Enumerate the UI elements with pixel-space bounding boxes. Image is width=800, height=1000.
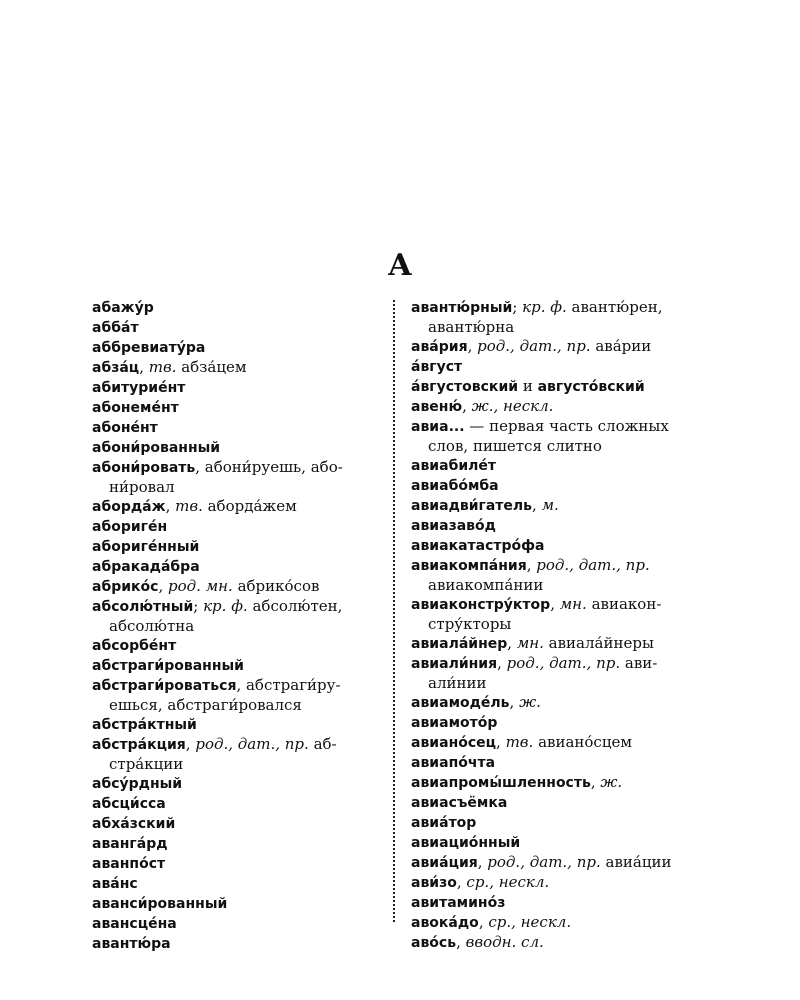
- dictionary-entry: [411, 733, 705, 753]
- dictionary-entry: [411, 773, 705, 793]
- dictionary-entry: [92, 715, 384, 735]
- dictionary-entry: [92, 398, 384, 418]
- entry-text: ,: [550, 595, 560, 613]
- dictionary-entry: [411, 595, 705, 634]
- dictionary-entry: [411, 654, 705, 693]
- dictionary-entry: [92, 656, 384, 676]
- dictionary-entry: [411, 456, 705, 476]
- dictionary-entry: [411, 853, 705, 873]
- grammar-label: м.: [541, 496, 559, 514]
- entry-headword: авиано́сец: [411, 735, 497, 751]
- entry-text: ,: [509, 693, 520, 711]
- entry-text: ,: [507, 634, 517, 652]
- dictionary-entry: [92, 636, 384, 656]
- dictionary-entry: [92, 774, 384, 794]
- entry-headword: августо́вский: [537, 379, 645, 395]
- entry-headword: ава́нс: [92, 876, 138, 892]
- dictionary-entry: [411, 793, 705, 813]
- dictionary-entry: [92, 557, 384, 577]
- grammar-label: кр. ф.: [522, 298, 567, 316]
- dictionary-entry: [411, 516, 705, 536]
- dictionary-entry: [92, 378, 384, 398]
- entry-headword: абони́рованный: [92, 440, 221, 456]
- dictionary-entry: [92, 814, 384, 834]
- dictionary-entry: [411, 337, 705, 357]
- dictionary-entry: [411, 634, 705, 654]
- dictionary-entry: [92, 458, 384, 497]
- dictionary-entry: [92, 338, 384, 358]
- grammar-label: род., дат., пр.: [487, 853, 601, 871]
- entry-headword: аванси́рованный: [92, 896, 228, 912]
- entry-headword: абстра́кция: [92, 737, 186, 753]
- dictionary-entry: [411, 496, 705, 516]
- dictionary-entry: [92, 577, 384, 597]
- grammar-label: тв.: [175, 497, 203, 515]
- entry-headword: абитурие́нт: [92, 380, 186, 396]
- grammar-label: род., дат., пр.: [536, 556, 650, 574]
- entry-headword: авиабо́мба: [411, 478, 499, 494]
- grammar-label: род., дат., пр.: [477, 337, 591, 355]
- entry-text: аборда́жем: [202, 497, 297, 515]
- dictionary-entry: [92, 298, 384, 318]
- entry-headword: авиасъёмка: [411, 795, 508, 811]
- entry-headword: авока́до: [411, 915, 479, 931]
- entry-text: ,: [185, 735, 196, 753]
- dictionary-entry: [92, 418, 384, 438]
- dictionary-entry: [411, 476, 705, 496]
- entry-headword: абориге́н: [92, 519, 168, 535]
- entry-headword: авиакатастро́фа: [411, 538, 545, 554]
- entry-headword: авиа́ция: [411, 855, 478, 871]
- entry-text: авиакомпа́нии: [428, 576, 544, 594]
- dictionary-entry: [411, 693, 705, 713]
- right-column: [411, 298, 705, 953]
- entry-headword: абоне́нт: [92, 420, 158, 436]
- entry-headword: абза́ц: [92, 360, 140, 376]
- entry-headword: абони́ровать: [92, 460, 196, 476]
- dictionary-entry: [92, 735, 384, 774]
- dictionary-entry: [92, 497, 384, 517]
- entry-headword: абба́т: [92, 320, 139, 336]
- entry-headword: а́вгустовский: [411, 379, 519, 395]
- entry-headword: авиацио́нный: [411, 835, 521, 851]
- entry-text: и: [518, 377, 538, 395]
- entry-headword: авиа́тор: [411, 815, 477, 831]
- entry-headword: авиамото́р: [411, 715, 498, 731]
- entry-headword: ава́рия: [411, 339, 468, 355]
- entry-text: ,: [456, 933, 466, 951]
- entry-text: ,: [526, 556, 537, 574]
- entry-headword: авитамино́з: [411, 895, 506, 911]
- entry-text: , абони́руешь, або- ни́ровал: [109, 458, 343, 496]
- entry-text: ,: [478, 913, 489, 931]
- grammar-label: ж., нескл.: [471, 397, 554, 415]
- grammar-label: тв.: [148, 358, 177, 376]
- dictionary-entry: [92, 854, 384, 874]
- dictionary-entry: [411, 873, 705, 893]
- entry-headword: авиала́йнер: [411, 636, 508, 652]
- entry-headword: аванга́рд: [92, 836, 168, 852]
- dictionary-entry: [92, 517, 384, 537]
- entry-headword: авиапо́чта: [411, 755, 496, 771]
- grammar-label: ж.: [519, 693, 541, 711]
- entry-headword: авантю́ра: [92, 936, 171, 952]
- entry-text: , абстраги́ру- ешься, абстраги́ровался: [109, 676, 341, 714]
- entry-text: авиа́ции: [600, 853, 672, 871]
- entry-text: ,: [590, 773, 601, 791]
- dictionary-entry: [411, 397, 705, 417]
- grammar-label: ж.: [600, 773, 623, 791]
- grammar-label: мн.: [559, 595, 587, 613]
- entry-headword: авиа...: [411, 419, 465, 435]
- dictionary-entry: [411, 536, 705, 556]
- entry-text: авиано́сцем: [533, 733, 633, 751]
- entry-headword: абсорбе́нт: [92, 638, 177, 654]
- entry-headword: авиакомпа́ния: [411, 558, 527, 574]
- dictionary-entry: [411, 753, 705, 773]
- entry-text: абза́цем: [176, 358, 247, 376]
- entry-text: авиала́йнеры: [543, 634, 654, 652]
- dictionary-entry: [411, 913, 705, 933]
- entry-text: ,: [139, 358, 149, 376]
- section-letter-heading: А: [387, 248, 413, 283]
- column-divider: [393, 300, 395, 922]
- grammar-label: ср., нескл.: [488, 913, 572, 931]
- entry-headword: авиадви́гатель: [411, 498, 533, 514]
- grammar-label: ср., нескл.: [466, 873, 550, 891]
- entry-text: ;: [512, 298, 523, 316]
- entry-headword: абха́зский: [92, 816, 176, 832]
- dictionary-entry: [92, 794, 384, 814]
- dictionary-entry: [411, 933, 705, 953]
- entry-headword: авиали́ния: [411, 656, 498, 672]
- entry-text: — первая часть сложных слов, пишется слитно: [428, 417, 669, 455]
- dictionary-entry: [92, 934, 384, 954]
- dictionary-entry: [92, 438, 384, 458]
- entry-text: ,: [467, 337, 478, 355]
- entry-headword: а́вгуст: [411, 359, 463, 375]
- entry-headword: ави́зо: [411, 875, 457, 891]
- dictionary-entry: [92, 894, 384, 914]
- entry-text: аб- стра́кции: [109, 735, 337, 773]
- dictionary-entry: [92, 597, 384, 636]
- entry-text: ави- али́нии: [428, 654, 658, 692]
- entry-text: ,: [497, 654, 507, 672]
- entry-headword: авиапромы́шленность: [411, 775, 591, 791]
- dictionary-entry: [92, 834, 384, 854]
- entry-headword: абстра́ктный: [92, 717, 197, 733]
- entry-text: ,: [158, 577, 169, 595]
- entry-headword: аббревиату́ра: [92, 340, 206, 356]
- entry-headword: авиамоде́ль: [411, 695, 510, 711]
- dictionary-entry: [411, 813, 705, 833]
- entry-text: авантю́рен, авантю́рна: [428, 298, 663, 336]
- entry-text: ,: [532, 496, 542, 514]
- entry-text: ,: [496, 733, 506, 751]
- dictionary-entry: [411, 298, 705, 337]
- left-column: [92, 298, 384, 954]
- dictionary-entry: [92, 318, 384, 338]
- entry-headword: абориге́нный: [92, 539, 200, 555]
- entry-text: абсолю́тен, абсолю́тна: [109, 597, 343, 635]
- grammar-label: род., дат., пр.: [506, 654, 621, 672]
- entry-text: ;: [193, 597, 204, 615]
- dictionary-entry: [92, 914, 384, 934]
- entry-text: ава́рии: [590, 337, 652, 355]
- entry-headword: авиаконстру́ктор: [411, 597, 551, 613]
- entry-text: авиакон- стру́кторы: [428, 595, 662, 633]
- entry-headword: абсу́рдный: [92, 776, 183, 792]
- grammar-label: кр. ф.: [203, 597, 248, 615]
- grammar-label: вводн. сл.: [465, 933, 544, 951]
- entry-headword: абстраги́рованный: [92, 658, 244, 674]
- entry-headword: авиазаво́д: [411, 518, 496, 534]
- grammar-label: род., дат., пр.: [195, 735, 309, 753]
- dictionary-entry: [92, 537, 384, 557]
- entry-headword: аванпо́ст: [92, 856, 166, 872]
- entry-headword: абажу́р: [92, 300, 154, 316]
- entry-headword: абсолю́тный: [92, 599, 194, 615]
- entry-headword: авеню́: [411, 399, 463, 415]
- grammar-label: тв.: [505, 733, 534, 751]
- dictionary-entry: [411, 556, 705, 595]
- entry-headword: абстраги́роваться: [92, 678, 237, 694]
- entry-text: ,: [165, 497, 176, 515]
- entry-headword: аво́сь: [411, 935, 457, 951]
- entry-text: ,: [456, 873, 467, 891]
- entry-headword: абонеме́нт: [92, 400, 179, 416]
- entry-headword: абрико́с: [92, 579, 159, 595]
- entry-headword: абсци́сса: [92, 796, 166, 812]
- grammar-label: мн.: [516, 634, 544, 652]
- grammar-label: род. мн.: [168, 577, 233, 595]
- entry-text: ,: [462, 397, 472, 415]
- dictionary-entry: [411, 377, 705, 397]
- dictionary-entry: [92, 874, 384, 894]
- entry-text: ,: [477, 853, 488, 871]
- entry-headword: авантю́рный: [411, 300, 513, 316]
- dictionary-entry: [92, 676, 384, 715]
- entry-headword: абракада́бра: [92, 559, 200, 575]
- entry-headword: аборда́ж: [92, 499, 166, 515]
- dictionary-entry: [411, 893, 705, 913]
- dictionary-entry: [411, 417, 705, 456]
- entry-headword: авансце́на: [92, 916, 177, 932]
- entry-headword: авиабиле́т: [411, 458, 497, 474]
- dictionary-entry: [411, 833, 705, 853]
- entry-text: абрико́сов: [232, 577, 320, 595]
- dictionary-entry: [411, 357, 705, 377]
- dictionary-entry: [411, 713, 705, 733]
- dictionary-entry: [92, 358, 384, 378]
